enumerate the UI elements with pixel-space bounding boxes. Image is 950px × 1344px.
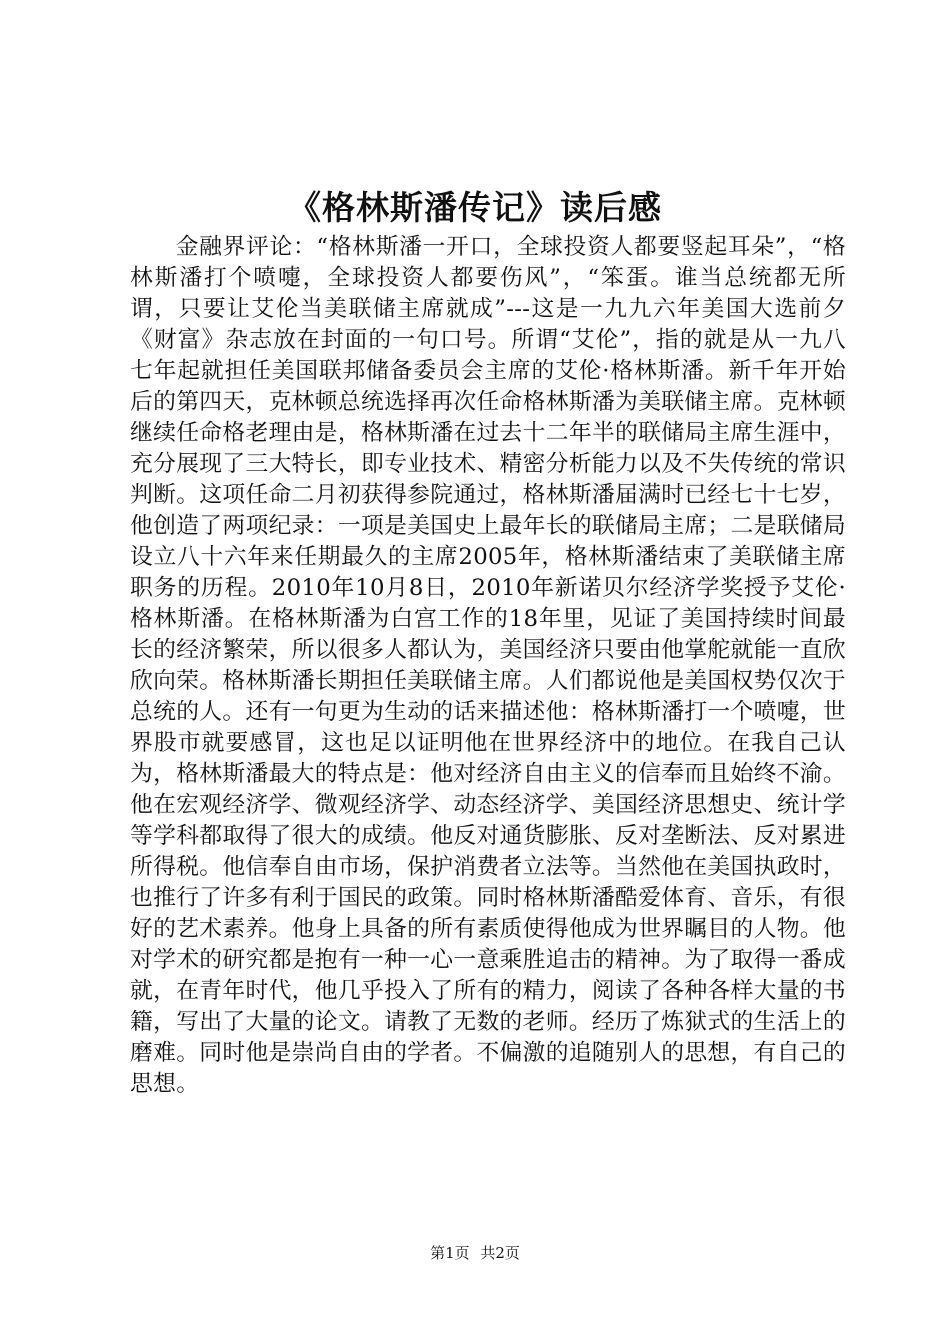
page-count: 共2页 [480,1244,520,1262]
body-paragraph: 金融界评论：“格林斯潘一开口，全球投资人都要竖起耳朵”，“格林斯潘打个喷嚏，全球投资人都要伤风”，“笨蛋。谁当总统都无所谓，只要让艾伦当美联储主席就成”---这是一九九六年美国大选前夕《财富》杂志放在封面的一句口号。所谓“艾伦”，指的就是从一九八七年起就担任美国联邦储备委员会主席的艾伦·格林斯潘。新千年开始后的第四天，克林顿总统选择再次任命格林斯潘为美联储主席。克林顿继续任命格老理由是，格林斯潘在过去十二年半的联储局主席生涯中，充分展现了三大特长，即专业技术、精密分析能力以及不失传统的常识判断。这项任命二月初获得参院通过，格林斯潘届满时已经七十七岁，他创造了两项纪录：一项是美国史上最年长的联储局主席；二是联储局设立八十六年来任期最久的主席2005年，格林斯潘结束了美联储主席职务的历程。2010年10月8日，2010年新诺贝尔经济学奖授予艾伦·格林斯潘。在格林斯潘为白宫工作的18年里，见证了美国持续时间最长的经济繁荣，所以很多人都认为，美国经济只要由他掌舵就能一直欣欣向荣。格林斯潘长期担任美联储主席。人们都说他是美国权势仅次于总统的人。还有一句更为生动的话来描述他：格林斯潘打一个喷嚏，世界股市就要感冒，这也足以证明他在世界经济中的地位。在我自己认为，格林斯潘最大的特点是：他对经济自由主义的信奉而且始终不渝。他在宏观经济学、微观经济学、动态经济学、美国经济思想史、统计学等学科都取得了很大的成绩。他反对通货膨胀、反对垄断法、反对累进所得税。他信奉自由市场，保护消费者立法等。当然他在美国执政时，也推行了许多有利于国民的政策。同时格林斯潘酷爱体育、音乐，有很好的艺术素养。他身上具备的所有素质使得他成为世界瞩目的人物。他对学术的研究都是抱有一种一心一意乘胜追击的精神。为了取得一番成就，在青年时代，他几乎投入了所有的精力，阅读了各种各样大量的书籍，写出了大量的论文。请教了无数的老师。经历了炼狱式的生活上的磨难。同时他是崇尚自由的学者。不偏激的追随别人的思想，有自己的思想。 [130,234,847,1097]
page-number: 第1页 [430,1244,470,1262]
page-footer [0,1243,950,1263]
document-title: 《格林斯潘传记》读后感 [288,188,662,227]
